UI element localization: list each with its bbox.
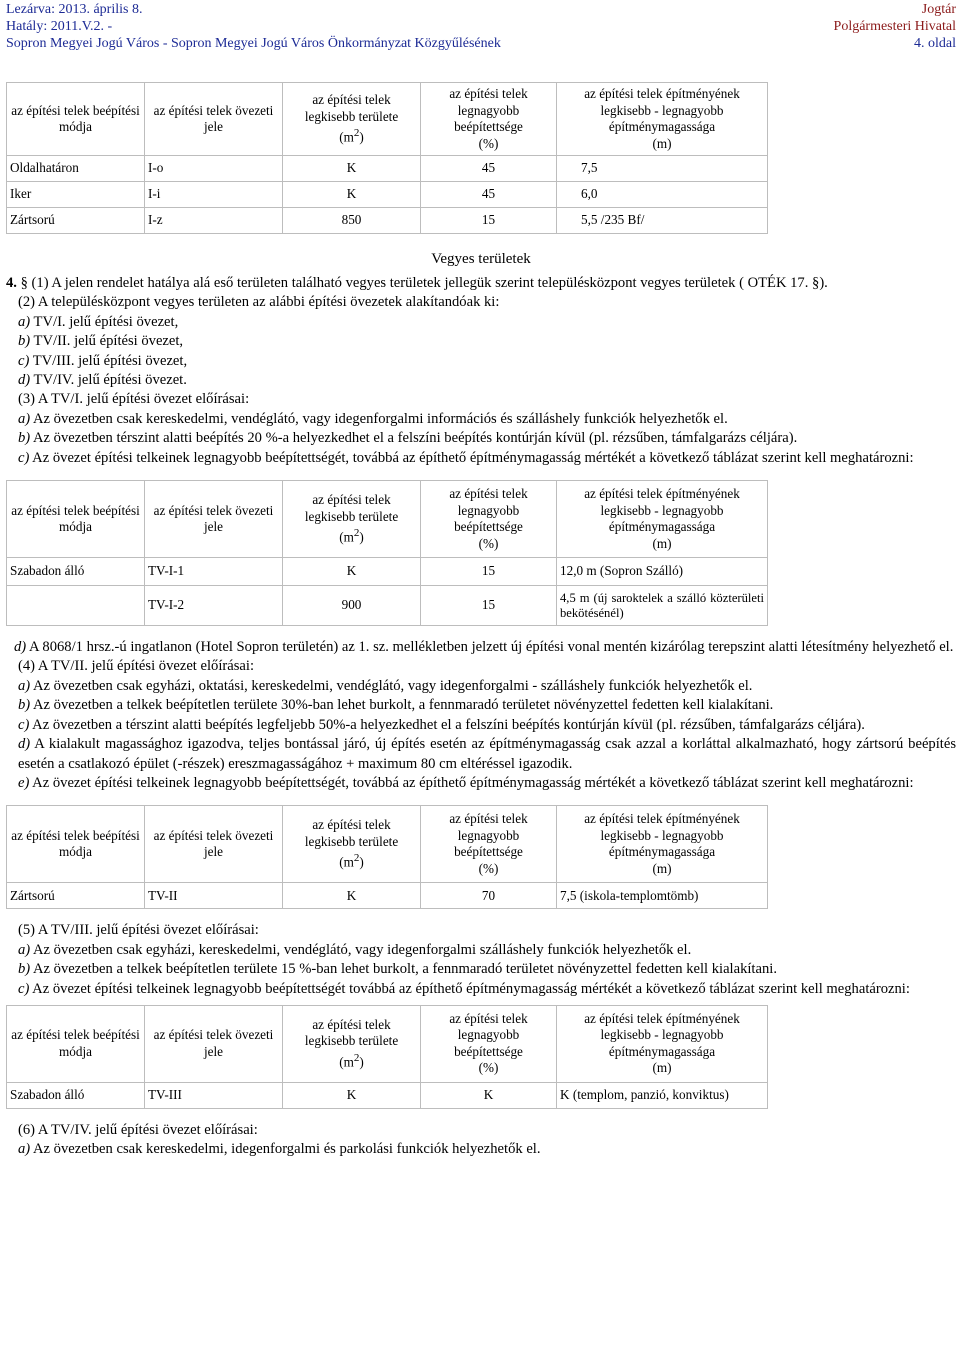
header-cell: az építési telek építményének legkisebb - legnagyobb építménymagassága (m) [557, 481, 768, 558]
list-item: c) TV/III. jelű építési övezet, [18, 352, 188, 369]
header-cell: az építési telek legkisebb területe $(m^2)$ [283, 481, 421, 558]
page-header [0, 0, 960, 54]
paragraph-4-4e: e) Az övezet építési telkeinek legnagyobb beépítettségét, továbbá az építhető építménymagasság mértékét a következő táblázat szerint kell meghatározni: [18, 774, 914, 791]
section-title: Vegyes területek [431, 251, 531, 267]
table-row: Zártsorú TV-II K 70 7,5 (iskola-templomtömb) [7, 883, 768, 909]
list-item: a) TV/I. jelű építési övezet, [18, 313, 179, 330]
header-cell: az építési telek építményének legkisebb - legnagyobb építménymagassága (m) [557, 806, 768, 883]
header-cell: az építési telek építményének legkisebb - legnagyobb építménymagassága (m) [557, 1005, 768, 1082]
header-cell: az építési telek övezeti jele [145, 481, 283, 558]
header-cell: az építési telek övezeti jele [145, 1005, 283, 1082]
header-cell: az építési telek beépítési módja [7, 1005, 145, 1082]
header-cell: az építési telek beépítési módja [7, 83, 145, 156]
paragraph-4-3: (3) A TV/I. jelű építési övezet előírásai: [18, 391, 250, 408]
table-row: Oldalhatáron I-o K 45 7,5 [7, 156, 768, 182]
list-item: b) TV/II. jelű építési övezet, [18, 333, 184, 350]
zone-list [6, 313, 956, 391]
paragraph-4-5c: c) Az övezet építési telkeinek legnagyobb beépítettségét továbbá az építhető építménymagasság mértékét a következő táblázat szerint kell meghatározni: [18, 980, 910, 997]
header-office: Polgármesteri Hivatal [833, 19, 956, 34]
header-cell: az építési telek övezeti jele [145, 83, 283, 156]
table-header-row [7, 806, 768, 883]
header-page-number: 4. oldal [914, 36, 956, 51]
table-row: Szabadon álló TV-I-1 K 15 12,0 m (Sopron Szálló) [7, 558, 768, 586]
paragraph-4-4: (4) A TV/II. jelű építési övezet előírásai: [18, 658, 254, 675]
table-row: TV-I-2 900 15 4,5 m (új saroktelek a szálló közterületi bekötésénél) [7, 586, 768, 626]
paragraph-4-3a: a) Az övezetben csak kereskedelmi, vendéglátó, vagy idegenforgalmi információs és szálláshely funkciók helyezhetők el. [18, 410, 728, 427]
paragraph-4-3d: d) A 8068/1 hrsz.-ú ingatlanon (Hotel Sopron területén) az 1. sz. mellékletben jelzett új építési vonal mentén kizárólag terepszint alatti létesítmény helyezhető el. [14, 639, 954, 656]
table-header-row [7, 83, 768, 156]
zoning-table-2 [6, 480, 768, 626]
header-cell: az építési telek legkisebb területe $(m^2)$ [283, 83, 421, 156]
header-effective: Hatály: 2011.V.2. - [6, 19, 113, 34]
header-issuer: Sopron Megyei Jogú Város - Sopron Megyei Jogú Város Önkormányzat Közgyűlésének [6, 36, 501, 51]
header-cell: az építési telek legnagyobb beépítettsége (%) [421, 806, 557, 883]
header-cell: az építési telek beépítési módja [7, 481, 145, 558]
header-right [834, 1, 956, 52]
zoning-table-4 [6, 1005, 768, 1109]
paragraph-4-6a: a) Az övezetben csak kereskedelmi, idegenforgalmi és parkolási funkciók helyezhetők el. [18, 1141, 541, 1158]
paragraph-4-5b: b) Az övezetben a telkek beépítetlen területe 15 %-ban lehet burkolt, a fennmaradó területet növényzettel fedetten kell kialakítani. [18, 961, 777, 978]
paragraph-4-2: (2) A településközpont vegyes területen az alábbi építési övezetek alakítandóak ki: [18, 294, 500, 311]
paragraph-4-1: 4. § (1) A jelen rendelet hatálya alá eső területen található vegyes területek jellegük szerint településközpont vegyes területek ( OTÉK 17. §). [6, 275, 828, 291]
header-cell: az építési telek övezeti jele [145, 806, 283, 883]
paragraph-4-3b: b) Az övezetben térszint alatti beépítés 20 %-a helyezkedhet el a felszíni beépítés kontúrján kívül (pl. rézsűben, támfalgarázs céljára). [18, 430, 798, 447]
table-header-row [7, 481, 768, 558]
header-cell: az építési telek legkisebb területe $(m^2)$ [283, 1005, 421, 1082]
zoning-table-1 [6, 82, 768, 234]
header-closed-date: Lezárva: 2013. április 8. [6, 2, 143, 17]
paragraph-4-5: (5) A TV/III. jelű építési övezet előírásai: [18, 922, 259, 939]
paragraph-4-4b: b) Az övezetben a telkek beépítetlen területe 30%-ban lehet burkolt, a fennmaradó területet növényzettel fedetten kell kialakítani. [18, 697, 774, 714]
table-row: Zártsorú I-z 850 15 5,5 /235 Bf/ [7, 208, 768, 234]
header-cell: az építési telek beépítési módja [7, 806, 145, 883]
paragraph-4-4a: a) Az övezetben csak egyházi, oktatási, kereskedelmi, vendéglátó, vagy idegenforgalmi - szálláshely funkciók helyezhetők el. [18, 677, 753, 694]
header-brand: Jogtár [921, 2, 956, 17]
header-cell: az építési telek legkisebb területe $(m^2)$ [283, 806, 421, 883]
header-cell: az építési telek építményének legkisebb - legnagyobb építménymagassága (m) [557, 83, 768, 156]
table-row: Iker I-i K 45 6,0 [7, 182, 768, 208]
header-cell: az építési telek legnagyobb beépítettsége (%) [421, 481, 557, 558]
zoning-table-3 [6, 805, 768, 909]
paragraph-4-5a: a) Az övezetben csak egyházi, kereskedelmi, vendéglátó, vagy idegenforgalmi szálláshely funkciók helyezhetők el. [18, 941, 692, 958]
header-cell: az építési telek legnagyobb beépítettsége (%) [421, 83, 557, 156]
document-body [6, 82, 956, 1160]
table-header-row [7, 1005, 768, 1082]
header-cell: az építési telek legnagyobb beépítettsége (%) [421, 1005, 557, 1082]
paragraph-4-4c: c) Az övezetben a térszint alatti beépítés legfeljebb 50%-a helyezkedhet el a felszíni beépítés kontúrján kívül (pl. rézsűben, támfalgarázs céljára). [18, 716, 865, 733]
table-row: Szabadon álló TV-III K K K (templom, panzió, konviktus) [7, 1082, 768, 1108]
paragraph-4-6: (6) A TV/IV. jelű építési övezet előírásai: [18, 1121, 258, 1138]
list-item: d) TV/IV. jelű építési övezet. [18, 372, 187, 389]
paragraph-4-4d: d) A kialakult magassághoz igazodva, teljes bontással járó, új építés esetén az építménymagasság csak azzal a korláttal alkalmazható, hogy zártsorú beépítés esetén a csatlakozó épület (-részek) ereszmagasságához + maximum 80 cm eltéréssel igazodik. [18, 736, 956, 772]
header-left [6, 1, 501, 52]
paragraph-4-3c: c) Az övezet építési telkeinek legnagyobb beépítettségét, továbbá az építhető építménymagasság mértékét a következő táblázat szerint kell meghatározni: [18, 449, 914, 466]
